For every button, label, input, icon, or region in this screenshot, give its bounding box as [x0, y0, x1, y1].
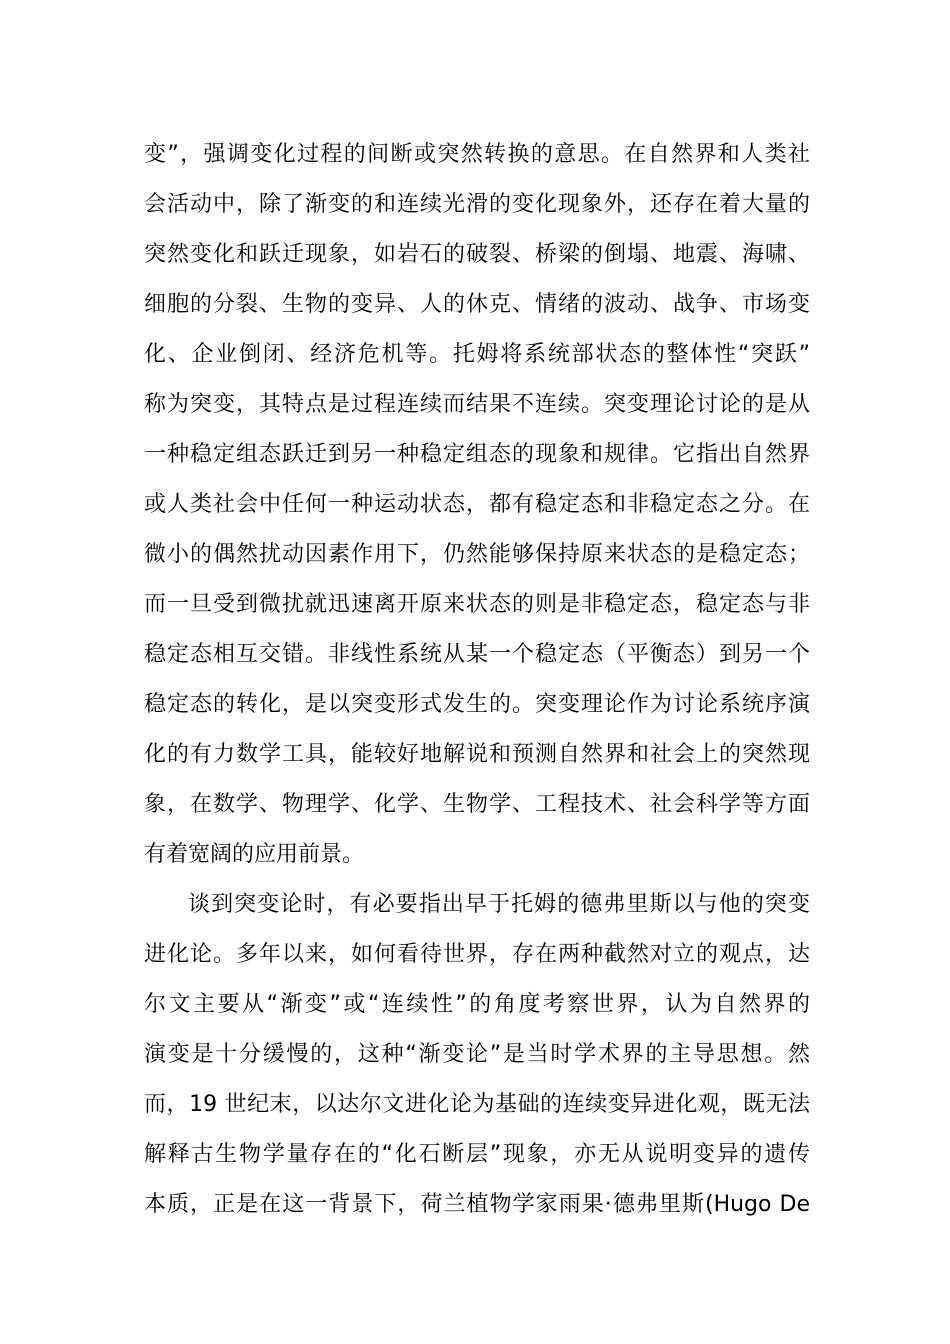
text-line: 或人类社会中任何一种运动状态，都有稳定态和非稳定态之分。在 — [144, 492, 810, 517]
text-line: 尔文主要从“渐变”或“连续性”的角度考察世界，认为自然界的 — [144, 992, 810, 1017]
text-line: 微小的偶然扰动因素作用下，仍然能够保持原来状态的是稳定态； — [144, 542, 810, 567]
text-line: 进化论。多年以来，如何看待世界，存在两种截然对立的观点，达 — [144, 942, 810, 967]
text-line: 突然变化和跃迁现象，如岩石的破裂、桥梁的倒塌、地震、海啸、 — [144, 242, 810, 267]
text-line: 稳定态相互交错。非线性系统从某一个稳定态（平衡态）到另一个 — [144, 642, 810, 667]
paragraph-end-line: 有着宽阔的应用前景。 — [144, 842, 365, 867]
text-line: 称为突变，其特点是过程连续而结果不连续。突变理论讨论的是从 — [144, 392, 810, 417]
text-line: 稳定态的转化，是以突变形式发生的。突变理论作为讨论系统序演 — [144, 692, 810, 717]
text-line: 化的有力数学工具，能较好地解说和预测自然界和社会上的突然现 — [144, 742, 810, 767]
paragraph-first-line: 谈到突变论时，有必要指出早于托姆的德弗里斯以与他的突变 — [188, 892, 810, 917]
text-line: 细胞的分裂、生物的变异、人的休克、情绪的波动、战争、市场变 — [144, 292, 810, 317]
text-line: 本质，正是在这一背景下，荷兰植物学家雨果·德弗里斯(Hugo De — [144, 1192, 810, 1217]
text-line: 而，19 世纪末，以达尔文进化论为基础的连续变异进化观，既无法 — [144, 1092, 810, 1117]
text-line: 演变是十分缓慢的，这种“渐变论”是当时学术界的主导思想。然 — [144, 1042, 810, 1067]
text-line: 一种稳定组态跃迁到另一种稳定组态的现象和规律。它指出自然界 — [144, 442, 810, 467]
text-line: 解释古生物学量存在的“化石断层”现象，亦无从说明变异的遗传 — [144, 1142, 810, 1167]
text-line: 化、企业倒闭、经济危机等。托姆将系统部状态的整体性“突跃” — [144, 342, 810, 367]
text-line: 而一旦受到微扰就迅速离开原来状态的则是非稳定态，稳定态与非 — [144, 592, 810, 617]
body-text — [144, 130, 810, 1230]
text-line: 象，在数学、物理学、化学、生物学、工程技术、社会科学等方面 — [144, 792, 810, 817]
text-line: 变”，强调变化过程的间断或突然转换的意思。在自然界和人类社 — [144, 142, 810, 167]
text-line: 会活动中，除了渐变的和连续光滑的变化现象外，还存在着大量的 — [144, 192, 810, 217]
